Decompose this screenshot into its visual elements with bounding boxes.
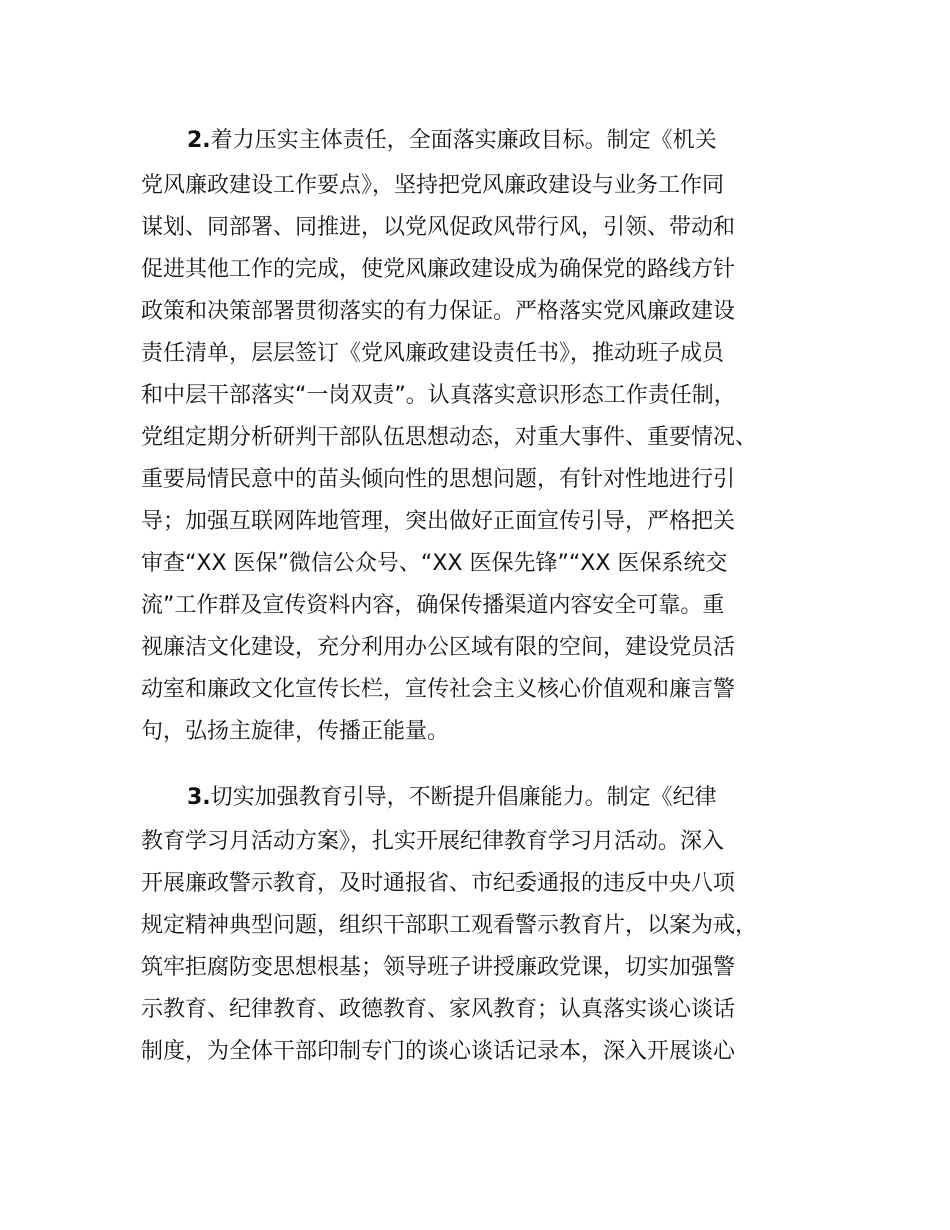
- paragraph-line: 审查“XX 医保”微信公众号、“XX 医保先锋”“XX 医保系统交: [141, 551, 728, 576]
- paragraph-line: 开展廉政警示教育，及时通报省、市纪委通报的违反中央八项: [141, 871, 736, 896]
- paragraph-number: 2.: [187, 128, 211, 153]
- paragraph-line: 2.着力压实主体责任，全面落实廉政目标。制定《机关: [187, 128, 717, 153]
- paragraph-line: 3.切实加强教育引导，不断提升倡廉能力。制定《纪律: [187, 785, 717, 810]
- paragraph-line: 谋划、同部署、同推进，以党风促政风带行风，引领、带动和: [141, 215, 736, 240]
- paragraph-line: 筑牢拒腐防变思想根基；领导班子讲授廉政党课，切实加强警: [141, 955, 736, 980]
- paragraph-line: 规定精神典型问题，组织干部职工观看警示教育片，以案为戒，: [141, 913, 758, 938]
- paragraph-line: 责任清单，层层签订《党风廉政建设责任书》，推动班子成员: [141, 341, 725, 366]
- paragraph-line: 党风廉政建设工作要点》，坚持把党风廉政建设与业务工作同: [141, 173, 725, 198]
- paragraph-line: 示教育、纪律教育、政德教育、家风教育；认真落实谈心谈话: [141, 997, 736, 1022]
- paragraph-line: 促进其他工作的完成，使党风廉政建设成为确保党的路线方针: [141, 257, 736, 282]
- paragraph-line: 流”工作群及宣传资料内容，确保传播渠道内容安全可靠。重: [141, 593, 725, 618]
- paragraph-line: 和中层干部落实“一岗双责”。认真落实意识形态工作责任制，: [141, 383, 736, 408]
- paragraph-line: 动室和廉政文化宣传长栏，宣传社会主义核心价值观和廉言警: [141, 677, 736, 702]
- paragraph-line: 句，弘扬主旋律，传播正能量。: [141, 719, 450, 744]
- paragraph-line: 政策和决策部署贯彻落实的有力保证。严格落实党风廉政建设: [141, 299, 736, 324]
- paragraph-line: 制度，为全体干部印制专门的谈心谈话记录本，深入开展谈心: [141, 1039, 736, 1064]
- paragraph-line: 党组定期分析研判干部队伍思想动态，对重大事件、重要情况、: [141, 425, 758, 450]
- paragraph-line: 导；加强互联网阵地管理，突出做好正面宣传引导，严格把关: [141, 509, 736, 534]
- paragraph-line: 视廉洁文化建设，充分利用办公区域有限的空间，建设党员活: [141, 635, 736, 660]
- paragraph-line: 重要局情民意中的苗头倾向性的思想问题，有针对性地进行引: [141, 467, 736, 492]
- paragraph-number: 3.: [187, 785, 211, 810]
- paragraph-line: 教育学习月活动方案》，扎实开展纪律教育学习月活动。深入: [141, 829, 725, 854]
